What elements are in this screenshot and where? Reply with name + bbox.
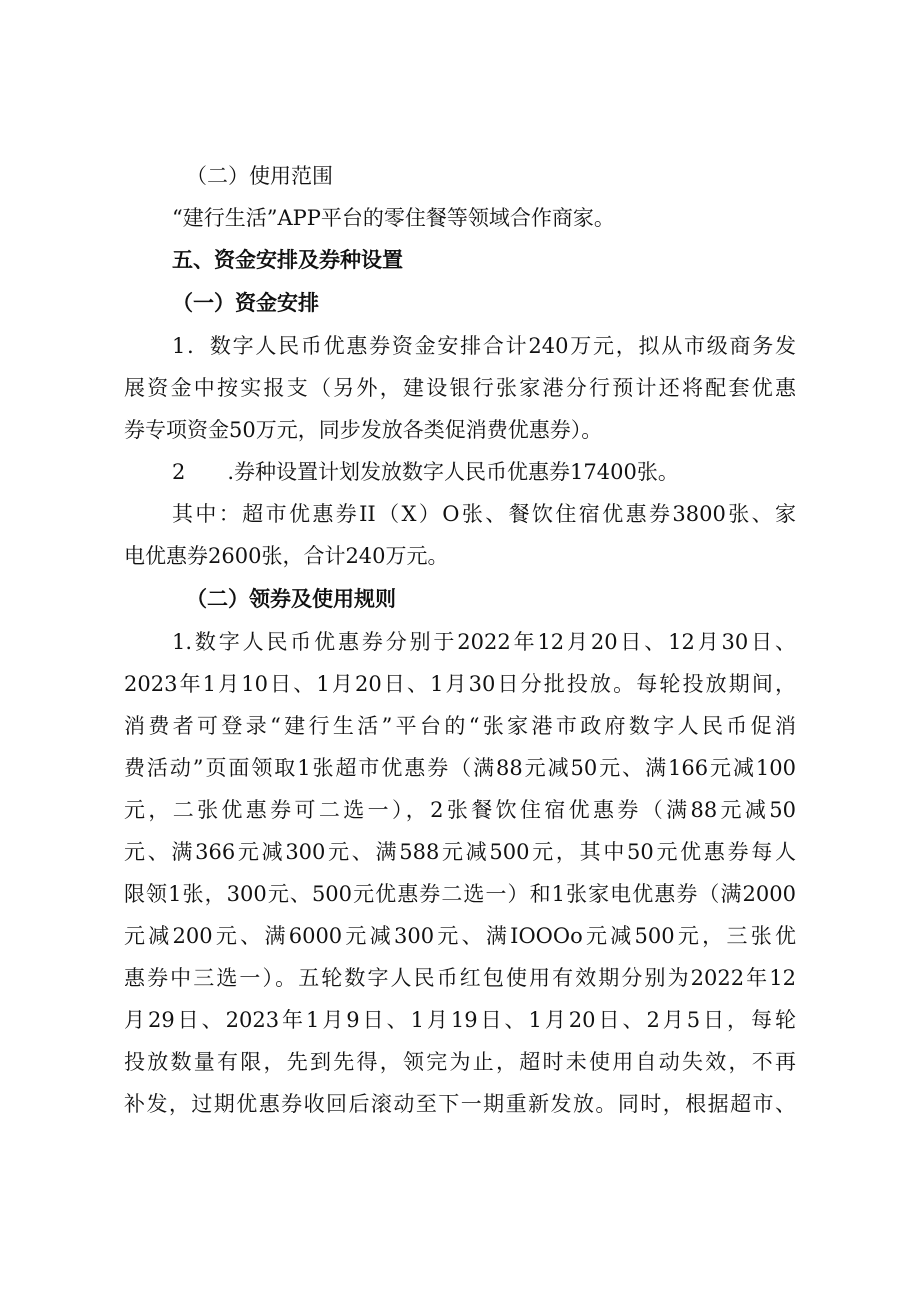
paragraph-line: 展资金中按实报支（另外，建设银行张家港分行预计还将配套优惠	[124, 376, 796, 400]
paragraph-line: 费活动”页面领取1张超市优惠券（满88元减50元、满166元减100	[124, 756, 796, 780]
subsection-heading-scope: （二）使用范围	[186, 164, 333, 188]
paragraph-line: 2 .券种设置计划发放数字人民币优惠券17400张。	[172, 460, 679, 484]
paragraph-line: 投放数量有限，先到先得，领完为止，超时未使用自动失效，不再	[124, 1050, 796, 1074]
paragraph-line: 元减200元、满6000元减300元、满IOOOo元减500元，三张优	[124, 924, 796, 948]
paragraph-line: 券专项资金50万元，同步发放各类促消费优惠券）。	[124, 418, 603, 442]
paragraph-line: “建行生活”APP平台的零住餐等领域合作商家。	[172, 206, 615, 230]
subsection-heading-funds: （一）资金安排	[172, 291, 319, 315]
paragraph-line: 补发，过期优惠券收回后滚动至下一期重新发放。同时，根据超市、	[124, 1092, 796, 1116]
paragraph-line: 元，二张优惠券可二选一），2张餐饮住宿优惠券（满88元减50	[124, 798, 796, 822]
paragraph-line: 惠券中三选一）。五轮数字人民币红包使用有效期分别为2022年12	[124, 966, 796, 990]
paragraph-line: 元、满366元减300元、满588元减500元，其中50元优惠券每人	[124, 840, 796, 864]
paragraph-line: 限领1张，300元、500元优惠券二选一）和1张家电优惠券（满2000	[124, 882, 796, 906]
paragraph-line: 其中：超市优惠券II（X）O张、餐饮住宿优惠券3800张、家	[172, 502, 796, 526]
paragraph-line: 1．数字人民币优惠券资金安排合计240万元，拟从市级商务发	[172, 334, 796, 358]
paragraph-line: 1.数字人民币优惠券分别于2022年12月20日、12月30日、	[172, 630, 796, 654]
section-heading-funds: 五、资金安排及券种设置	[172, 248, 403, 272]
subsection-heading-rules: （二）领券及使用规则	[186, 587, 396, 611]
paragraph-line: 电优惠券2600张，合计240万元。	[124, 544, 449, 568]
paragraph-line: 消费者可登录“建行生活”平台的“张家港市政府数字人民币促消	[124, 714, 796, 738]
paragraph-line: 月29日、2023年1月9日、1月19日、1月20日、2月5日，每轮	[124, 1008, 796, 1032]
paragraph-line: 2023年1月10日、1月20日、1月30日分批投放。每轮投放期间，	[124, 672, 796, 696]
